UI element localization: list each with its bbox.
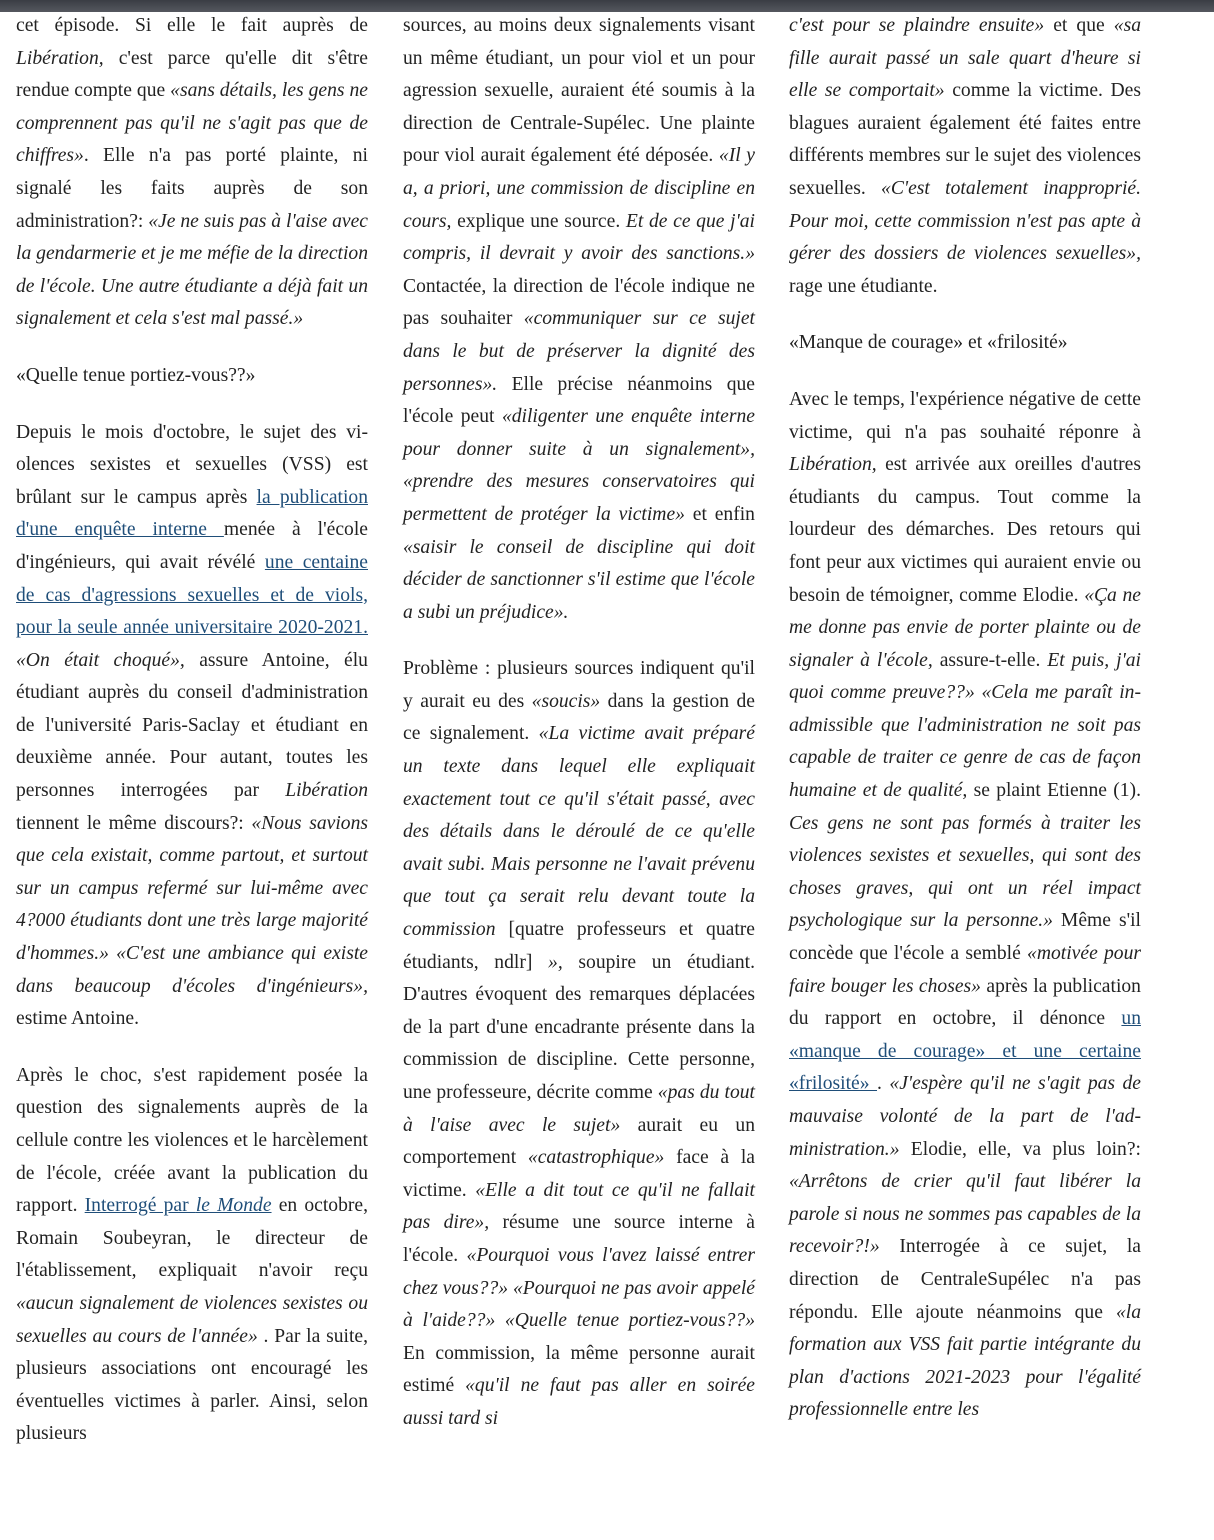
text-run: se plaint Etienne (1).	[967, 780, 1141, 802]
italic-text: «pas du tout à l'aise avec le sujet»	[403, 1082, 756, 1136]
italic-text: «Nous savions que cela existait, comme partout, et surtout sur un campus refermé sur lui-même avec 4?000 étudiants dont une très large majorité d'hommes.» «C'est une ambiance qui existe dans beaucoup d'écoles d'ingénieurs»,	[16, 812, 368, 997]
text-run: cet épisode. Si elle le fait auprès de	[16, 15, 368, 36]
text-run: explique une source.	[451, 210, 626, 232]
italic-text: «saisir le conseil de discipline qui doit décider de sanctionner s'il estime que l'école a subi un préjudice».	[403, 536, 755, 623]
italic-text: «Je ne suis pas à l'aise avec la gendarmerie et je me méfie de la direction de l'école. Une autre étudiante a déjà fait un signalement et cela s'est mal passé.»	[16, 210, 368, 330]
article-link[interactable]: un «manque de courage» et une certaine «frilosité»	[789, 1008, 1141, 1095]
italic-text: «Pourquoi vous l'avez laissé entrer chez vous??» «Pourquoi ne pas avoir appelé à l'aide??» «Quelle tenue portiez-vous??»	[403, 1244, 755, 1332]
text-run: «Manque de courage» et «frilosité»	[789, 332, 1068, 354]
text-run: résume une source interne à l'école.	[403, 1212, 755, 1266]
text-run: est arrivée aux oreilles d'autres étudiants du campus. Tout comme la lourdeur des démarches. Des retours qui font peur aux victimes qui auraient envie ou besoin de témoigner, comme Elodie.	[789, 454, 1141, 606]
italic-text: «C'est totalement inapproprié. Pour moi, cette commission n'est pas apte à gérer des dossiers de violences sexuelles»,	[789, 177, 1141, 265]
italic-text: «aucun signalement de violences sexistes ou sexuelles au cours de l'année»	[16, 1292, 368, 1347]
text-run: [quatre professeurs et quatre étudiants, ndlr]	[403, 919, 755, 973]
italic-text: «Il y a, a priori, une commission de discipline en cours,	[403, 145, 755, 232]
paragraph	[16, 10, 368, 336]
italic-text: «diligenter une enquête interne pour donner suite à un signalement», «prendre des mesures conservatoires qui permettent de protéger la victime»	[403, 406, 755, 525]
text-run: assure Antoine, élu étudiant auprès du conseil d'administration de l'université Paris-Saclay et étudiant en deuxième année. Pour autant, toutes les personnes interrogées par	[16, 649, 368, 802]
text-run: assure-t-elle.	[932, 649, 1048, 671]
text-run: menée à l'école d'ingénieurs, qui avait révélé	[16, 519, 368, 573]
italic-text: »,	[548, 951, 563, 973]
text-run: en octobre, Romain Soubeyran, le directeur de l'établissement, expliquait n'avoir reçu	[16, 1195, 368, 1282]
text-run: et que	[1044, 15, 1114, 36]
text-run: estime Antoine.	[16, 1008, 139, 1030]
paragraph	[403, 10, 755, 629]
italic-text: «la formation aux VSS fait partie intégrante du plan d'actions 2021-2023 pour l'égalité professionnelle entre les	[789, 1301, 1141, 1421]
article-column-2	[403, 10, 755, 1460]
text-run: et enfin	[684, 503, 755, 525]
text-run: Elle précise néanmoins que l'école peut	[403, 373, 755, 428]
text-run: . Par la suite, plusieurs associations ont encouragé les éventuelles victimes à parler. Ainsi, selon plusieurs	[16, 1325, 368, 1445]
text-run: Contactée, la direction de l'école indique ne pas souhaiter	[403, 275, 755, 330]
paragraph	[789, 10, 1141, 303]
text-run: après la publication du rapport en octobre, il dénonce	[789, 975, 1141, 1030]
paragraph	[789, 384, 1141, 1427]
italic-text: Et de ce que j'ai compris, il devrait y avoir des sanctions.»	[403, 210, 755, 265]
text-run: aurait eu un comportement	[403, 1114, 756, 1169]
text-run: Problème : plusieurs sources indiquent qu'il y aurait eu des	[403, 658, 755, 712]
italic-text: «Arrêtons de crier qu'il faut libérer la parole si nous ne sommes pas capables de la recevoir?!»	[789, 1171, 1141, 1258]
text-run: sources, au moins deux signalements visant un même étudiant, un pour viol et un pour agression sexuelle, auraient été soumis à la direction de Centrale-Supélec. Une plainte pour viol aurait également été déposée.	[403, 15, 755, 167]
italic-text: «communiquer sur ce sujet dans le but de préserver la dignité des personnes».	[403, 308, 755, 395]
article-link[interactable]: la publication d'une enquête interne	[16, 486, 368, 541]
italic-text: Libération,	[789, 454, 877, 476]
italic-text: Et puis, j'ai quoi comme preuve??» «Cela me paraît inadmissible que l'administration ne soit pas capable de traiter ce genre de cas de façon humaine et de qualité,	[789, 649, 1141, 802]
article-column-1	[16, 10, 368, 1475]
text-run: c'est parce qu'elle dit s'être rendue compte que	[16, 47, 368, 102]
italic-text: «catastrophique»	[527, 1147, 665, 1169]
text-run: face à la victime.	[403, 1147, 755, 1201]
italic-text: Libération,	[16, 47, 104, 69]
italic-text: «sans détails, les gens ne comprennent pas qu'il ne s'agit pas que de chiffres»	[16, 80, 368, 167]
section-heading	[16, 360, 368, 393]
italic-text: «Elle a dit tout ce qu'il ne fallait pas dire»,	[403, 1179, 755, 1234]
italic-text: c'est pour se plaindre ensuite»	[789, 15, 1045, 36]
text-run: En commission, la même personne aurait estimé	[403, 1342, 755, 1397]
italic-text: Ces gens ne sont pas formés à traiter les violences sexistes et sexuelles, qui sont des choses graves, qui ont un réel impact psychologique sur la personne.»	[789, 812, 1141, 932]
article-link[interactable]: une centaine de cas d'agressions sexuelles et de viols, pour la seule année universitaire 2020-2021.	[16, 551, 368, 639]
italic-text: «motivée pour faire bouger les choses»	[789, 943, 1141, 997]
text-run: soupire un étudiant. D'autres évoquent des remarques déplacées de la part d'une encadrante présente dans la commission de discipline. Cette personne, une professeure, décrite comme	[403, 951, 756, 1103]
paragraph	[16, 1060, 368, 1451]
text-run: «Quelle tenue portiez-vous??»	[16, 364, 256, 386]
text-run: Elodie, elle, va plus loin?:	[899, 1138, 1141, 1160]
text-run: tiennent le même discours?:	[16, 812, 252, 834]
text-run: Interrogée à ce sujet, la direction de CentraleSupélec n'a pas répondu. Elle ajoute néanmoins que	[789, 1236, 1141, 1323]
italic-text: «Ça ne me donne pas envie de porter plainte ou de signaler à l'école,	[789, 584, 1141, 671]
paragraph	[403, 653, 755, 1435]
text-run: Après le choc, s'est rapidement posée la question des signalements auprès de la cellule contre les violences et le harcèlement de l'école, créée avant la publication du rapport.	[16, 1064, 368, 1217]
section-heading	[789, 327, 1141, 360]
italic-text: «La victime avait préparé un texte dans lequel elle expliquait exactement tout ce qu'il s'était passé, avec des détails dans le déroulé de ce qu'elle avait subi. Mais personne ne l'avait prévenu que tout ça serait relu devant toute la commission	[403, 723, 755, 941]
text-run: Avec le temps, l'expérience négative de cette victime, qui n'a pas souhaité réponre à	[789, 388, 1141, 443]
text-run: Même s'il concède que l'école a semblé	[789, 910, 1141, 965]
text-run: .	[877, 1073, 890, 1095]
italic-text: Libération	[285, 780, 368, 802]
italic-text: «J'espère qu'il ne s'agit pas de mauvaise volonté de la part de l'administration.»	[789, 1073, 1142, 1160]
italic-text: «sa fille aurait passé un sale quart d'heure si elle se comportait»	[789, 15, 1141, 102]
italic-text: «qu'il ne faut pas aller en soirée aussi tard si	[403, 1375, 756, 1429]
italic-text: «soucis»	[531, 690, 601, 712]
paragraph	[16, 417, 368, 1036]
italic-text: «On était choqué»,	[16, 649, 185, 671]
text-run: . Elle n'a pas porté plainte, ni signalé les faits auprès de son administration?:	[16, 145, 368, 232]
text-run: dans la gestion de ce signalement.	[403, 690, 755, 745]
text-run: rage une étudiante.	[789, 275, 938, 297]
text-run: comme la victime. Des blagues auraient également été faites entre différents membres sur le sujet des violences sexuelles.	[789, 80, 1141, 199]
article-link[interactable]: Interrogé par	[84, 1195, 196, 1217]
text-run: Depuis le mois d'octobre, le sujet des violences sexistes et sexuelles (VSS) est brûlant sur le campus après	[16, 421, 368, 508]
article-link[interactable]: le Monde	[195, 1195, 272, 1217]
article-column-3	[789, 10, 1141, 1451]
